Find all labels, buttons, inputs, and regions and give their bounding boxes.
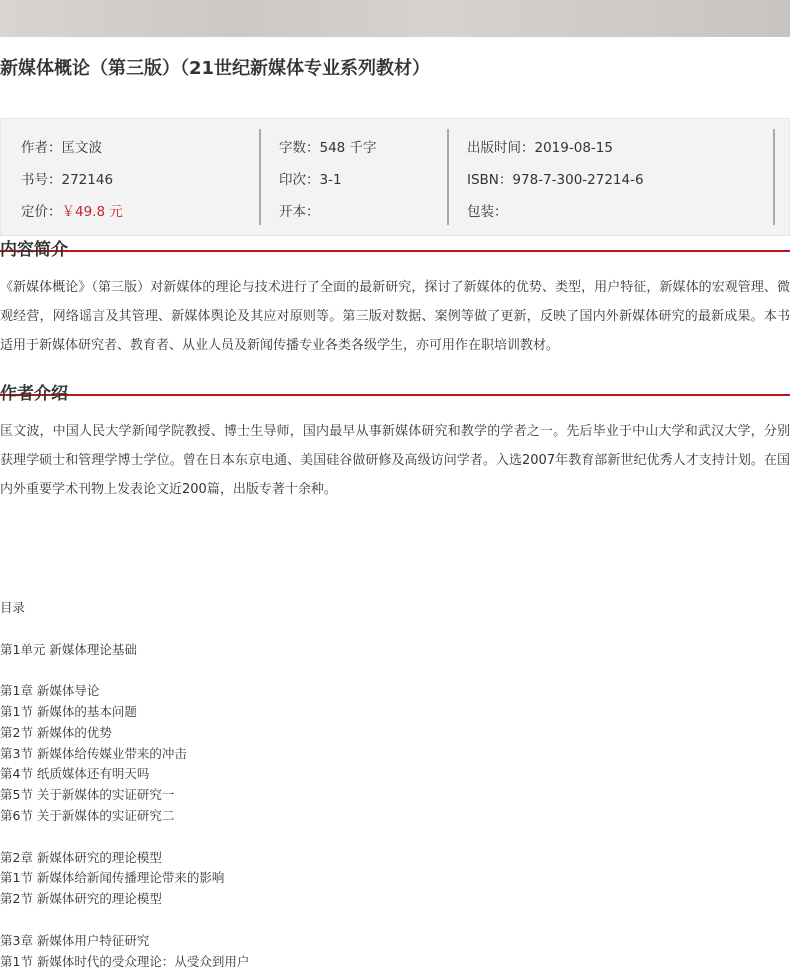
format-field: 开本： (279, 204, 320, 220)
toc-line: 第3章 新媒体用户特征研究 (0, 932, 150, 948)
print-run-field: 印次：3-1 (279, 172, 342, 188)
book-number-field: 书号：272146 (21, 172, 114, 188)
toc-line: 第4节 纸质媒体还有明天吗 (0, 766, 150, 782)
price-field (21, 200, 123, 220)
intro-text: 《新媒体概论》（第三版）对新媒体的理论与技术进行了全面的最新研究，探讨了新媒体的优势、类型，用户特征，新媒体的宏观管理、微观经营，网络谣言及其管理、新媒体舆论及其应对原则等。第三版对数据、案例等做了更新，反映了国内外新媒体研究的最新成果。本书适用于新媒体研究者、教育者、从业人员及新闻传播专业各类各级学生，亦可用作在职培训教材。 (0, 280, 790, 353)
book-info-panel (0, 118, 790, 236)
price-label: 定价： (21, 204, 62, 220)
book-cover-image (0, 0, 790, 37)
toc-line: 第2节 新媒体研究的理论模型 (0, 891, 162, 907)
toc-line: 第2章 新媒体研究的理论模型 (0, 849, 162, 865)
toc-line: 第1节 新媒体给新闻传播理论带来的影响 (0, 870, 225, 886)
pub-date-field: 出版时间：2019-08-15 (467, 140, 613, 156)
toc-line: 第1节 新媒体时代的受众理论：从受众到用户 (0, 953, 250, 969)
toc-line (0, 660, 790, 681)
author-heading: 作者介绍 (0, 384, 68, 404)
intro-section-header (0, 239, 790, 263)
word-count-field: 字数：548 千字 (279, 140, 377, 156)
author-field: 作者：匡文波 (21, 140, 102, 156)
author-section-header (0, 383, 790, 407)
toc-line (0, 619, 790, 640)
table-of-contents (0, 598, 790, 972)
toc-line: 第3节 新媒体给传媒业带来的冲击 (0, 745, 187, 761)
info-column-3 (449, 129, 775, 225)
info-column-1 (1, 129, 261, 225)
toc-line (0, 910, 790, 931)
toc-line: 第6节 关于新媒体的实证研究二 (0, 807, 175, 823)
isbn-field: ISBN：978-7-300-27214-6 (467, 172, 644, 188)
toc-line: 第1章 新媒体导论 (0, 683, 100, 699)
toc-line: 第1单元 新媒体理论基础 (0, 641, 137, 657)
toc-line (0, 827, 790, 848)
info-column-2 (261, 129, 449, 225)
binding-field: 包装： (467, 204, 508, 220)
toc-line: 第2节 新媒体的优势 (0, 724, 112, 740)
intro-heading: 内容简介 (0, 240, 68, 260)
book-title: 新媒体概论（第三版）（21世纪新媒体专业系列教材） (0, 58, 431, 79)
price-value: ￥49.8 元 (61, 204, 123, 220)
section-divider (0, 250, 790, 252)
author-text: 匡文波，中国人民大学新闻学院教授、博士生导师，国内最早从事新媒体研究和教学的学者之一。先后毕业于中山大学和武汉大学，分别获理学硕士和管理学博士学位。曾在日本东京电通、美国硅谷做研修及高级访问学者。入选2007年教育部新世纪优秀人才支持计划。在国内外重要学术刊物上发表论文近200篇，出版专著十余种。 (0, 424, 790, 497)
toc-heading: 目录 (0, 600, 26, 615)
section-divider (0, 394, 790, 396)
toc-line: 第5节 关于新媒体的实证研究一 (0, 787, 175, 803)
toc-line: 第1节 新媒体的基本问题 (0, 703, 137, 719)
